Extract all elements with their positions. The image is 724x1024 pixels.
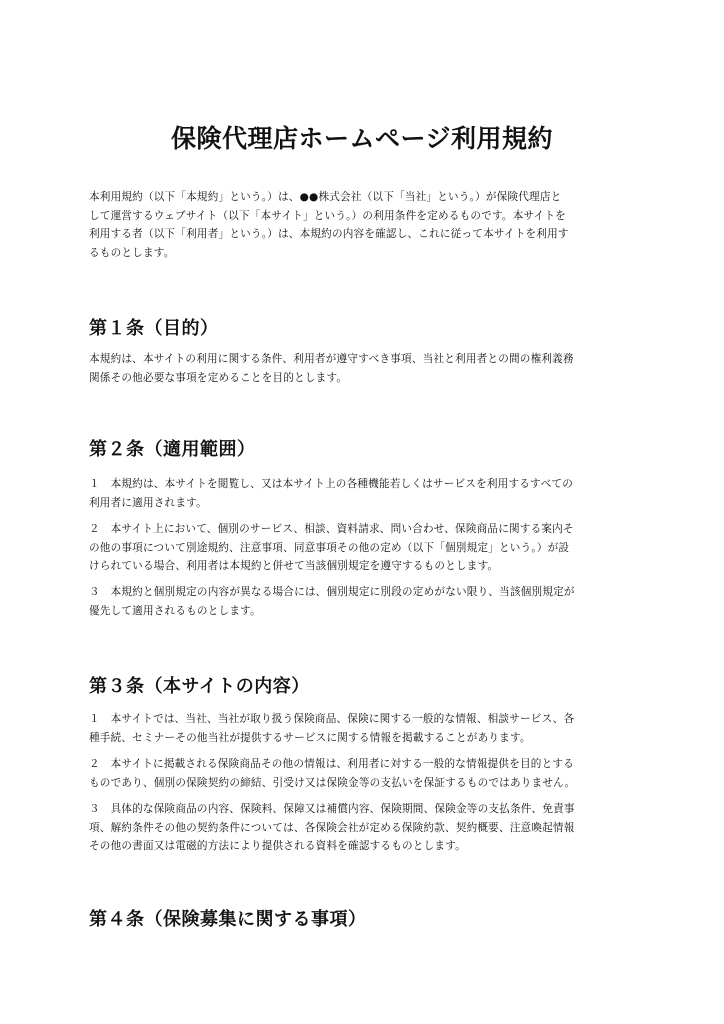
text-line: 項、解約条件その他の契約条件については、各保険会社が定める保険約款、契約概要、注意喚起情報 bbox=[89, 821, 575, 834]
intro-paragraph bbox=[89, 188, 649, 262]
text-line: ３ 具体的な保険商品の内容、保険料、保障又は補償内容、保険期間、保険金等の支払条件、免責事 bbox=[89, 803, 575, 815]
text-line: 利用する者（以下「利用者」という。）は、本規約の内容を確認し、これに従って本サイトを利用す bbox=[89, 228, 569, 240]
article-3-heading: 第３条（本サイトの内容） bbox=[89, 676, 310, 697]
text-line: 利用者に適用されます。 bbox=[89, 496, 207, 509]
text-line: 種手続、セミナーその他当社が提供するサービスに関する情報を掲載することがあります。 bbox=[89, 731, 531, 744]
text-line: けられている場合、利用者は本規約と併せて当該個別規定を遵守するものとします。 bbox=[89, 560, 499, 572]
text-line: ３ 本規約と個別規定の内容が異なる場合には、個別規定に別段の定めがない限り、当該個別規定が bbox=[89, 586, 575, 598]
text-line: 関係その他必要な事項を定めることを目的とします。 bbox=[89, 371, 348, 384]
article-1-heading: 第１条（目的） bbox=[89, 318, 219, 339]
text-line: その他の書面又は電磁的方法により提供される資料を確認するものとします。 bbox=[89, 840, 466, 852]
article-4-heading: 第４条（保険募集に関する事項） bbox=[89, 909, 367, 930]
text-line: して運営するウェブサイト（以下「本サイト」という。）の利用条件を定めるものです。本サイトを bbox=[89, 209, 566, 222]
article-2-paragraph-3 bbox=[89, 583, 649, 620]
text-line: ２ 本サイトに掲載される保険商品その他の情報は、利用者に対する一般的な情報提供を目的とする bbox=[89, 758, 574, 770]
article-3-paragraph-1 bbox=[89, 710, 649, 747]
article-2-paragraph-2 bbox=[89, 520, 649, 576]
document-title: 保険代理店ホームページ利用規約 bbox=[170, 124, 553, 153]
text-line: るものとします。 bbox=[89, 246, 175, 259]
article-2-paragraph-1 bbox=[89, 475, 649, 512]
article-1-paragraph-1 bbox=[89, 350, 649, 387]
text-line: 本利用規約（以下「本規約」という。）は、●●株式会社（以下「当社」という。）が保険代理店と bbox=[89, 191, 562, 203]
text-line: 優先して適用されるものとします。 bbox=[89, 604, 261, 617]
text-line: ２ 本サイト上において、個別のサービス、相談、資料請求、問い合わせ、保険商品に関する案内そ bbox=[89, 523, 574, 535]
text-line: １ 本サイトでは、当社、当社が取り扱う保険商品、保険に関する一般的な情報、相談サービス、各 bbox=[89, 713, 575, 725]
article-3-paragraph-3 bbox=[89, 800, 649, 856]
article-3-paragraph-2 bbox=[89, 755, 649, 792]
text-line: の他の事項について別途規約、注意事項、同意事項その他の定め（以下「個別規定」という。）が設 bbox=[89, 541, 570, 554]
text-line: ものであり、個別の保険契約の締結、引受け又は保険金等の支払いを保証するものではありません。 bbox=[89, 776, 576, 789]
text-line: １ 本規約は、本サイトを閲覧し、又は本サイト上の各種機能若しくはサービスを利用するすべての bbox=[89, 478, 574, 490]
article-2-heading: 第２条（適用範囲） bbox=[89, 439, 256, 460]
text-line: 本規約は、本サイトの利用に関する条件、利用者が遵守すべき事項、当社と利用者との間の権利義務 bbox=[89, 353, 574, 365]
